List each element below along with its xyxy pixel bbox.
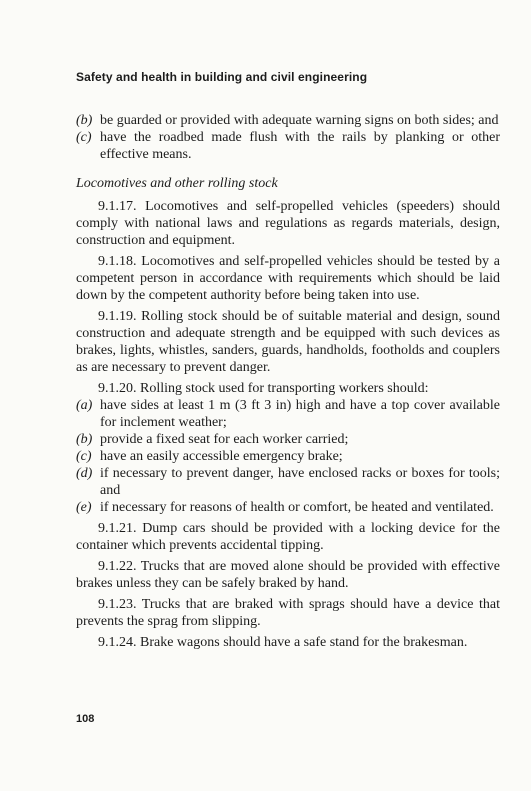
paragraph: 9.1.19. Rolling stock should be of suitable material and design, sound construction and adequate strength and be equipped with such devices as brakes, lights, whistles, sanders, guards, handholds, footholds and couplers as are necessary to prevent danger. xyxy=(76,309,500,375)
list-item xyxy=(76,465,500,499)
list-item-text: be guarded or provided with adequate warning signs on both sides; and xyxy=(100,113,499,128)
paragraph: 9.1.21. Dump cars should be provided with a locking device for the container which prevents accidental tipping. xyxy=(76,521,500,553)
list-item xyxy=(76,431,500,448)
list-item-text: have the roadbed made flush with the rails by planking or other effective means. xyxy=(100,130,500,162)
list-item-text: provide a fixed seat for each worker carried; xyxy=(100,432,349,447)
list-item xyxy=(76,112,500,129)
list-item-text: have sides at least 1 m (3 ft 3 in) high and have a top cover available for inclement weather; xyxy=(100,398,500,430)
section-heading: Locomotives and other rolling stock xyxy=(76,176,278,191)
body-text xyxy=(76,112,500,651)
paragraph: 9.1.22. Trucks that are moved alone should be provided with effective brakes unless they can be safely braked by hand. xyxy=(76,559,500,591)
list-marker: (e) xyxy=(76,500,92,515)
paragraph: 9.1.23. Trucks that are braked with sprags should have a device that prevents the sprag from slipping. xyxy=(76,597,500,629)
list-item-text: if necessary for reasons of health or comfort, be heated and ventilated. xyxy=(100,500,494,515)
list-marker: (b) xyxy=(76,113,93,128)
list-marker: (c) xyxy=(76,449,92,464)
list-item xyxy=(76,129,500,163)
list-marker: (b) xyxy=(76,432,93,447)
list-item xyxy=(76,448,500,465)
list-item xyxy=(76,499,500,516)
list-item-text: have an easily accessible emergency brake; xyxy=(100,449,343,464)
page-number: 108 xyxy=(76,713,95,725)
running-head: Safety and health in building and civil engineering xyxy=(76,70,368,84)
list-item-text: if necessary to prevent danger, have enclosed racks or boxes for tools; and xyxy=(100,466,500,498)
list-marker: (c) xyxy=(76,130,92,145)
list-item xyxy=(76,397,500,431)
paragraph: 9.1.18. Locomotives and self-propelled vehicles should be tested by a competent person in accordance with requirements which should be laid down by the competent authority before being taken into use. xyxy=(76,254,500,303)
paragraph: 9.1.17. Locomotives and self-propelled vehicles (speeders) should comply with national laws and regulations as regards materials, design, construction and equipment. xyxy=(76,199,500,248)
list-marker: (d) xyxy=(76,466,93,481)
list-marker: (a) xyxy=(76,398,93,413)
paragraph: 9.1.20. Rolling stock used for transporting workers should: xyxy=(98,381,429,396)
paragraph: 9.1.24. Brake wagons should have a safe stand for the brakesman. xyxy=(98,635,468,650)
